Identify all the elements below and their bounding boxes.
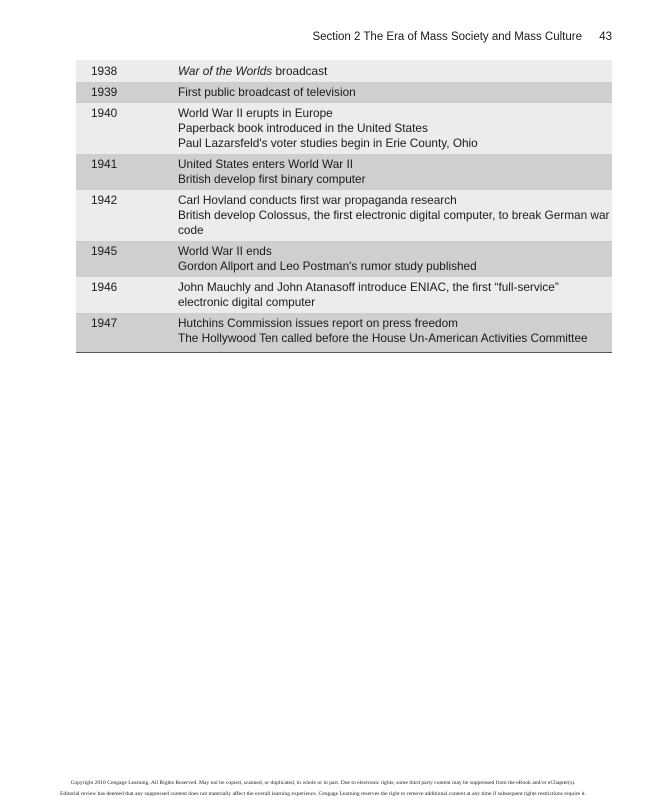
timeline-table (76, 60, 612, 353)
timeline-event (178, 208, 610, 238)
timeline-row (76, 103, 612, 154)
timeline-event (178, 85, 610, 100)
timeline-year: 1938 (91, 64, 118, 78)
event-text: British develop first binary computer (178, 172, 366, 186)
timeline-year: 1946 (91, 280, 118, 294)
timeline-year: 1941 (91, 157, 118, 171)
timeline-event (178, 331, 610, 346)
event-text: United States enters World War II (178, 157, 354, 171)
timeline-row (76, 154, 612, 190)
timeline-events (178, 154, 612, 190)
timeline-year: 1939 (91, 85, 118, 99)
event-text: First public broadcast of television (178, 85, 356, 99)
timeline-event (178, 193, 610, 208)
event-text: Paul Lazarsfeld's voter studies begin in Erie County, Ohio (178, 136, 478, 150)
timeline-row (76, 277, 612, 313)
event-text: Carl Hovland conducts first war propaganda research (178, 193, 457, 207)
copyright-notice: Copyright 2010 Cengage Learning. All Rights Reserved. May not be copied, scanned, or duplicated, in whole or in part. Due to electronic rights, some third party content may be suppressed from the eBook and/or eChapter(s). (70, 780, 576, 786)
timeline-event (178, 172, 610, 187)
timeline-events (178, 82, 612, 103)
timeline-event (178, 64, 610, 79)
timeline-row (76, 241, 612, 277)
event-title-italic: War of the Worlds (178, 64, 273, 78)
editorial-notice: Editorial review has deemed that any suppressed content does not materially affect the overall learning experience. Cengage Learning reserves the right to remove additional content at any time if subsequent rights restrictions require it. (60, 791, 586, 797)
timeline-row (76, 190, 612, 241)
event-text: British develop Colossus, the first electronic digital computer, to break German war code (178, 208, 610, 237)
timeline-event (178, 316, 610, 331)
timeline-event (178, 106, 610, 121)
timeline-event (178, 280, 610, 310)
timeline-body (76, 60, 612, 353)
timeline-year: 1945 (91, 244, 118, 258)
timeline-event (178, 244, 610, 259)
timeline-events (178, 277, 612, 313)
timeline-events (178, 190, 612, 241)
event-text: The Hollywood Ten called before the House Un-American Activities Committee (178, 331, 588, 345)
timeline-event (178, 136, 610, 151)
timeline-row (76, 313, 612, 353)
timeline-events (178, 60, 612, 82)
timeline-event (178, 121, 610, 136)
event-text: broadcast (272, 64, 328, 78)
timeline-events (178, 241, 612, 277)
timeline-event (178, 157, 610, 172)
timeline-row (76, 60, 612, 82)
timeline-year: 1942 (91, 193, 118, 207)
event-text: John Mauchly and John Atanasoff introduce ENIAC, the first “full-service” electronic digital computer (178, 280, 559, 309)
timeline-year: 1947 (91, 316, 118, 330)
event-text: World War II ends (178, 244, 272, 258)
timeline-row (76, 82, 612, 103)
event-text: Gordon Allport and Leo Postman's rumor study published (178, 259, 477, 273)
section-title: Section 2 The Era of Mass Society and Mass Culture (312, 31, 582, 43)
page-number: 43 (599, 31, 612, 43)
timeline-year: 1940 (91, 106, 118, 120)
timeline-event (178, 259, 610, 274)
running-head (312, 31, 612, 43)
timeline-events (178, 103, 612, 154)
event-text: World War II erupts in Europe (178, 106, 333, 120)
event-text: Paperback book introduced in the United States (178, 121, 428, 135)
timeline-events (178, 313, 612, 353)
event-text: Hutchins Commission issues report on press freedom (178, 316, 458, 330)
